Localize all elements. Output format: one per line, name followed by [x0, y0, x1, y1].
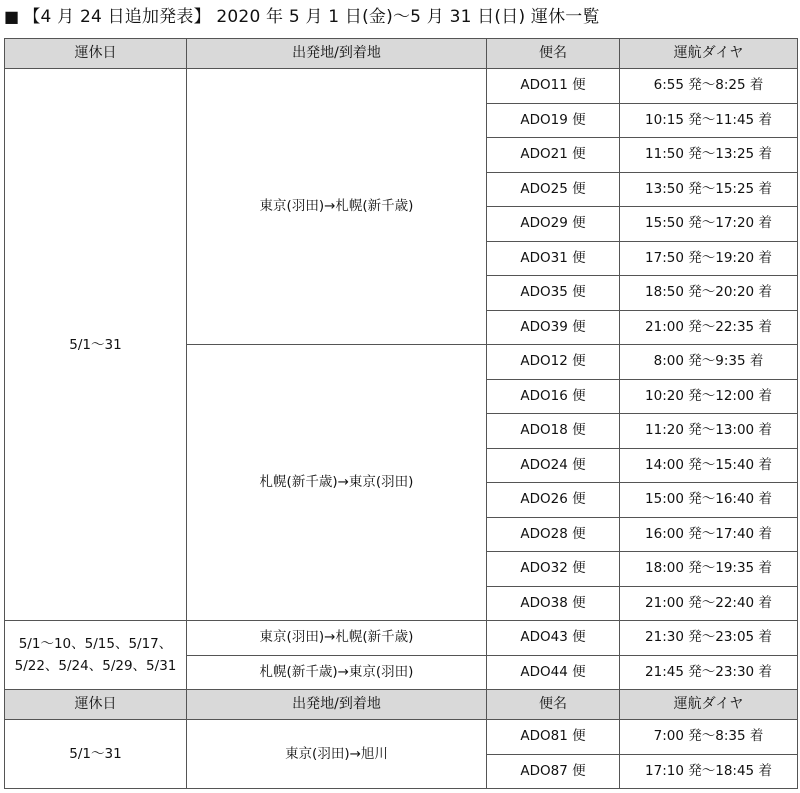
flight-number-cell: ADO81 便: [487, 720, 620, 755]
schedule-cell: 14:00 発〜15:40 着: [620, 448, 798, 483]
schedule-cell: 13:50 発〜15:25 着: [620, 172, 798, 207]
schedule-cell: 15:50 発〜17:20 着: [620, 207, 798, 242]
header-row: [5, 690, 798, 720]
flight-number-cell: ADO43 便: [487, 621, 620, 656]
flight-number-cell: ADO11 便: [487, 69, 620, 104]
suspension-days-cell: [5, 621, 187, 690]
schedule-cell: 21:00 発〜22:40 着: [620, 586, 798, 621]
route-cell: 札幌(新千歳)→東京(羽田): [187, 345, 487, 621]
header-suspension-date: 運休日: [5, 39, 187, 69]
schedule-cell: 18:50 発〜20:20 着: [620, 276, 798, 311]
flight-number-cell: ADO24 便: [487, 448, 620, 483]
schedule-cell: 6:55 発〜8:25 着: [620, 69, 798, 104]
title-text: 【4 月 24 日追加発表】 2020 年 5 月 1 日(金)〜5 月 31 日(日) 運休一覧: [23, 7, 600, 27]
flight-number-cell: ADO87 便: [487, 754, 620, 789]
schedule-cell: 15:00 発〜16:40 着: [620, 483, 798, 518]
schedule-cell: 21:30 発〜23:05 着: [620, 621, 798, 656]
schedule-cell: 17:10 発〜18:45 着: [620, 754, 798, 789]
header-schedule: 運航ダイヤ: [620, 39, 798, 69]
header-schedule: 運航ダイヤ: [620, 690, 798, 720]
flight-number-cell: ADO21 便: [487, 138, 620, 173]
flight-number-cell: ADO26 便: [487, 483, 620, 518]
flight-number-cell: ADO25 便: [487, 172, 620, 207]
table-row: [5, 720, 798, 755]
table-row: [5, 69, 798, 104]
schedule-cell: 17:50 発〜19:20 着: [620, 241, 798, 276]
suspension-days-cell: 5/1〜31: [5, 69, 187, 621]
schedule-cell: 11:20 発〜13:00 着: [620, 414, 798, 449]
header-flight-number: 便名: [487, 690, 620, 720]
schedule-cell: 11:50 発〜13:25 着: [620, 138, 798, 173]
header-suspension-date: 運休日: [5, 690, 187, 720]
flight-number-cell: ADO28 便: [487, 517, 620, 552]
route-cell: 東京(羽田)→札幌(新千歳): [187, 69, 487, 345]
flight-number-cell: ADO29 便: [487, 207, 620, 242]
header-row: [5, 39, 798, 69]
route-cell: 札幌(新千歳)→東京(羽田): [187, 655, 487, 690]
schedule-cell: 10:15 発〜11:45 着: [620, 103, 798, 138]
page-title: [4, 0, 600, 36]
flight-number-cell: ADO19 便: [487, 103, 620, 138]
schedule-cell: 21:45 発〜23:30 着: [620, 655, 798, 690]
square-bullet-icon: ■: [4, 7, 20, 26]
header-route: 出発地/到着地: [187, 690, 487, 720]
schedule-cell: 10:20 発〜12:00 着: [620, 379, 798, 414]
flight-number-cell: ADO31 便: [487, 241, 620, 276]
suspension-days-cell: 5/1〜31: [5, 720, 187, 789]
days-line: 5/22、5/24、5/29、5/31: [14, 658, 177, 674]
days-line: 5/1〜10、5/15、5/17、: [18, 636, 173, 652]
flight-number-cell: ADO32 便: [487, 552, 620, 587]
schedule-cell: 7:00 発〜8:35 着: [620, 720, 798, 755]
schedule-cell: 21:00 発〜22:35 着: [620, 310, 798, 345]
suspension-table: [4, 38, 798, 789]
flight-number-cell: ADO18 便: [487, 414, 620, 449]
header-flight-number: 便名: [487, 39, 620, 69]
schedule-cell: 8:00 発〜9:35 着: [620, 345, 798, 380]
schedule-cell: 18:00 発〜19:35 着: [620, 552, 798, 587]
flight-number-cell: ADO35 便: [487, 276, 620, 311]
route-cell: 東京(羽田)→札幌(新千歳): [187, 621, 487, 656]
table-row: [5, 621, 798, 656]
schedule-cell: 16:00 発〜17:40 着: [620, 517, 798, 552]
header-route: 出発地/到着地: [187, 39, 487, 69]
route-cell: 東京(羽田)→旭川: [187, 720, 487, 789]
flight-number-cell: ADO44 便: [487, 655, 620, 690]
flight-number-cell: ADO39 便: [487, 310, 620, 345]
flight-number-cell: ADO38 便: [487, 586, 620, 621]
flight-number-cell: ADO12 便: [487, 345, 620, 380]
flight-number-cell: ADO16 便: [487, 379, 620, 414]
